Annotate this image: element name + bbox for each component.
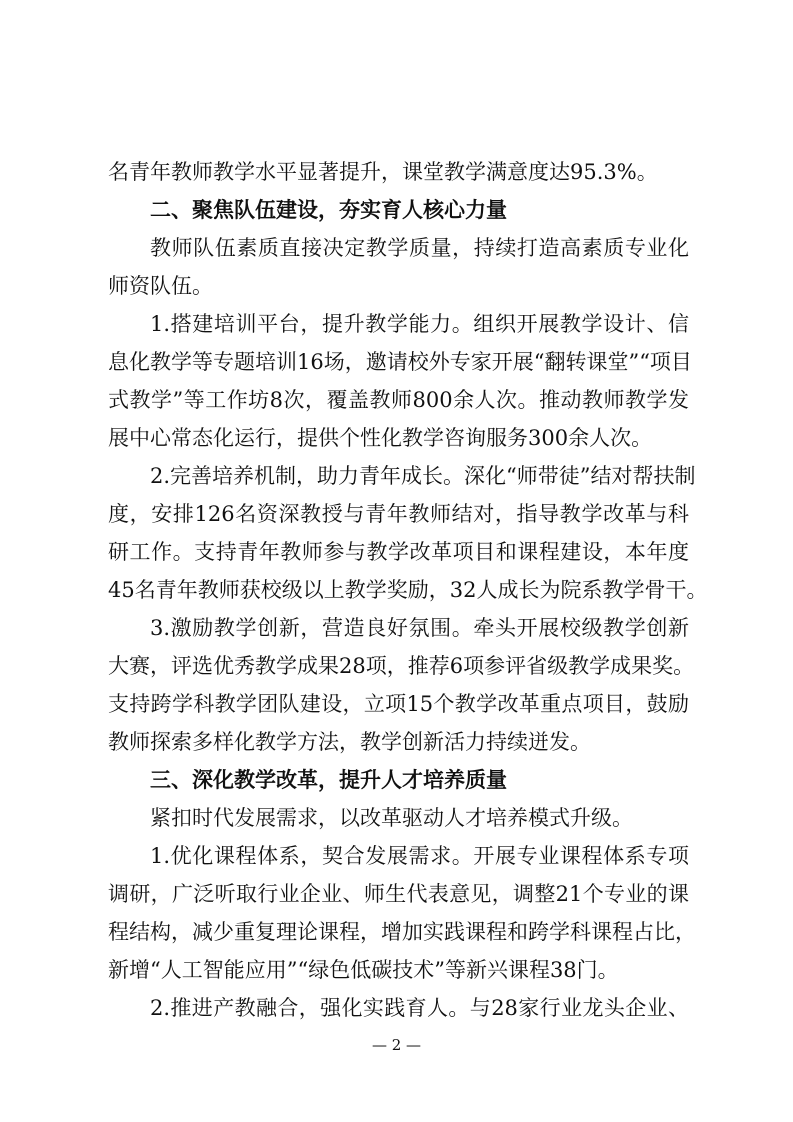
text-line: 式教学”等工作坊8次，覆盖教师800余人次。推动教师教学发 — [108, 388, 689, 412]
text-line: 3.激励教学创新，营造良好氛围。牵头开展校级教学创新 — [150, 616, 689, 640]
section-heading: 二、聚焦队伍建设，夯实育人核心力量 — [150, 197, 507, 222]
text-line: 1.优化课程体系，契合发展需求。开展专业课程体系专项 — [150, 844, 689, 868]
section-heading: 三、深化教学改革，提升人才培养质量 — [150, 767, 507, 792]
text-line: 调研，广泛听取行业企业、师生代表意见，调整21个专业的课 — [108, 882, 689, 906]
text-line: 支持跨学科教学团队建设，立项15个教学改革重点项目，鼓励 — [108, 692, 689, 716]
text-line: 展中心常态化运行，提供个性化教学咨询服务300余人次。 — [108, 426, 653, 450]
document-body — [108, 153, 708, 1027]
text-line: 大赛，评选优秀教学成果28项，推荐6项参评省级教学成果奖。 — [108, 654, 695, 678]
text-line: 师资队伍。 — [108, 274, 213, 298]
text-line: 教师队伍素质直接决定教学质量，持续打造高素质专业化 — [150, 236, 689, 260]
text-line: 名青年教师教学水平显著提升，课堂教学满意度达95.3%。 — [108, 160, 658, 184]
text-line: 新增“人工智能应用”“绿色低碳技术”等新兴课程38门。 — [108, 958, 619, 982]
text-line: 程结构，减少重复理论课程，增加实践课程和跨学科课程占比， — [108, 920, 696, 944]
text-line: 紧扣时代发展需求，以改革驱动人才培养模式升级。 — [150, 806, 633, 830]
text-line: 研工作。支持青年教师参与教学改革项目和课程建设，本年度 — [108, 540, 689, 564]
text-line: 教师探索多样化教学方法，教学创新活力持续迸发。 — [108, 730, 591, 754]
text-line: 息化教学等专题培训16场，邀请校外专家开展“翻转课堂”“项目 — [108, 350, 692, 374]
text-line: 1.搭建培训平台，提升教学能力。组织开展教学设计、信 — [150, 312, 689, 336]
page-number: — 2 — — [371, 1036, 422, 1054]
text-line: 2.完善培养机制，助力青年成长。深化“师带徒”结对帮扶制 — [150, 464, 696, 488]
text-line: 45名青年教师获校级以上教学奖励，32人成长为院系教学骨干。 — [108, 578, 708, 602]
text-line: 度，安排126名资深教授与青年教师结对，指导教学改革与科 — [108, 502, 689, 526]
text-line: 2.推进产教融合，强化实践育人。与28家行业龙头企业、 — [150, 996, 689, 1020]
